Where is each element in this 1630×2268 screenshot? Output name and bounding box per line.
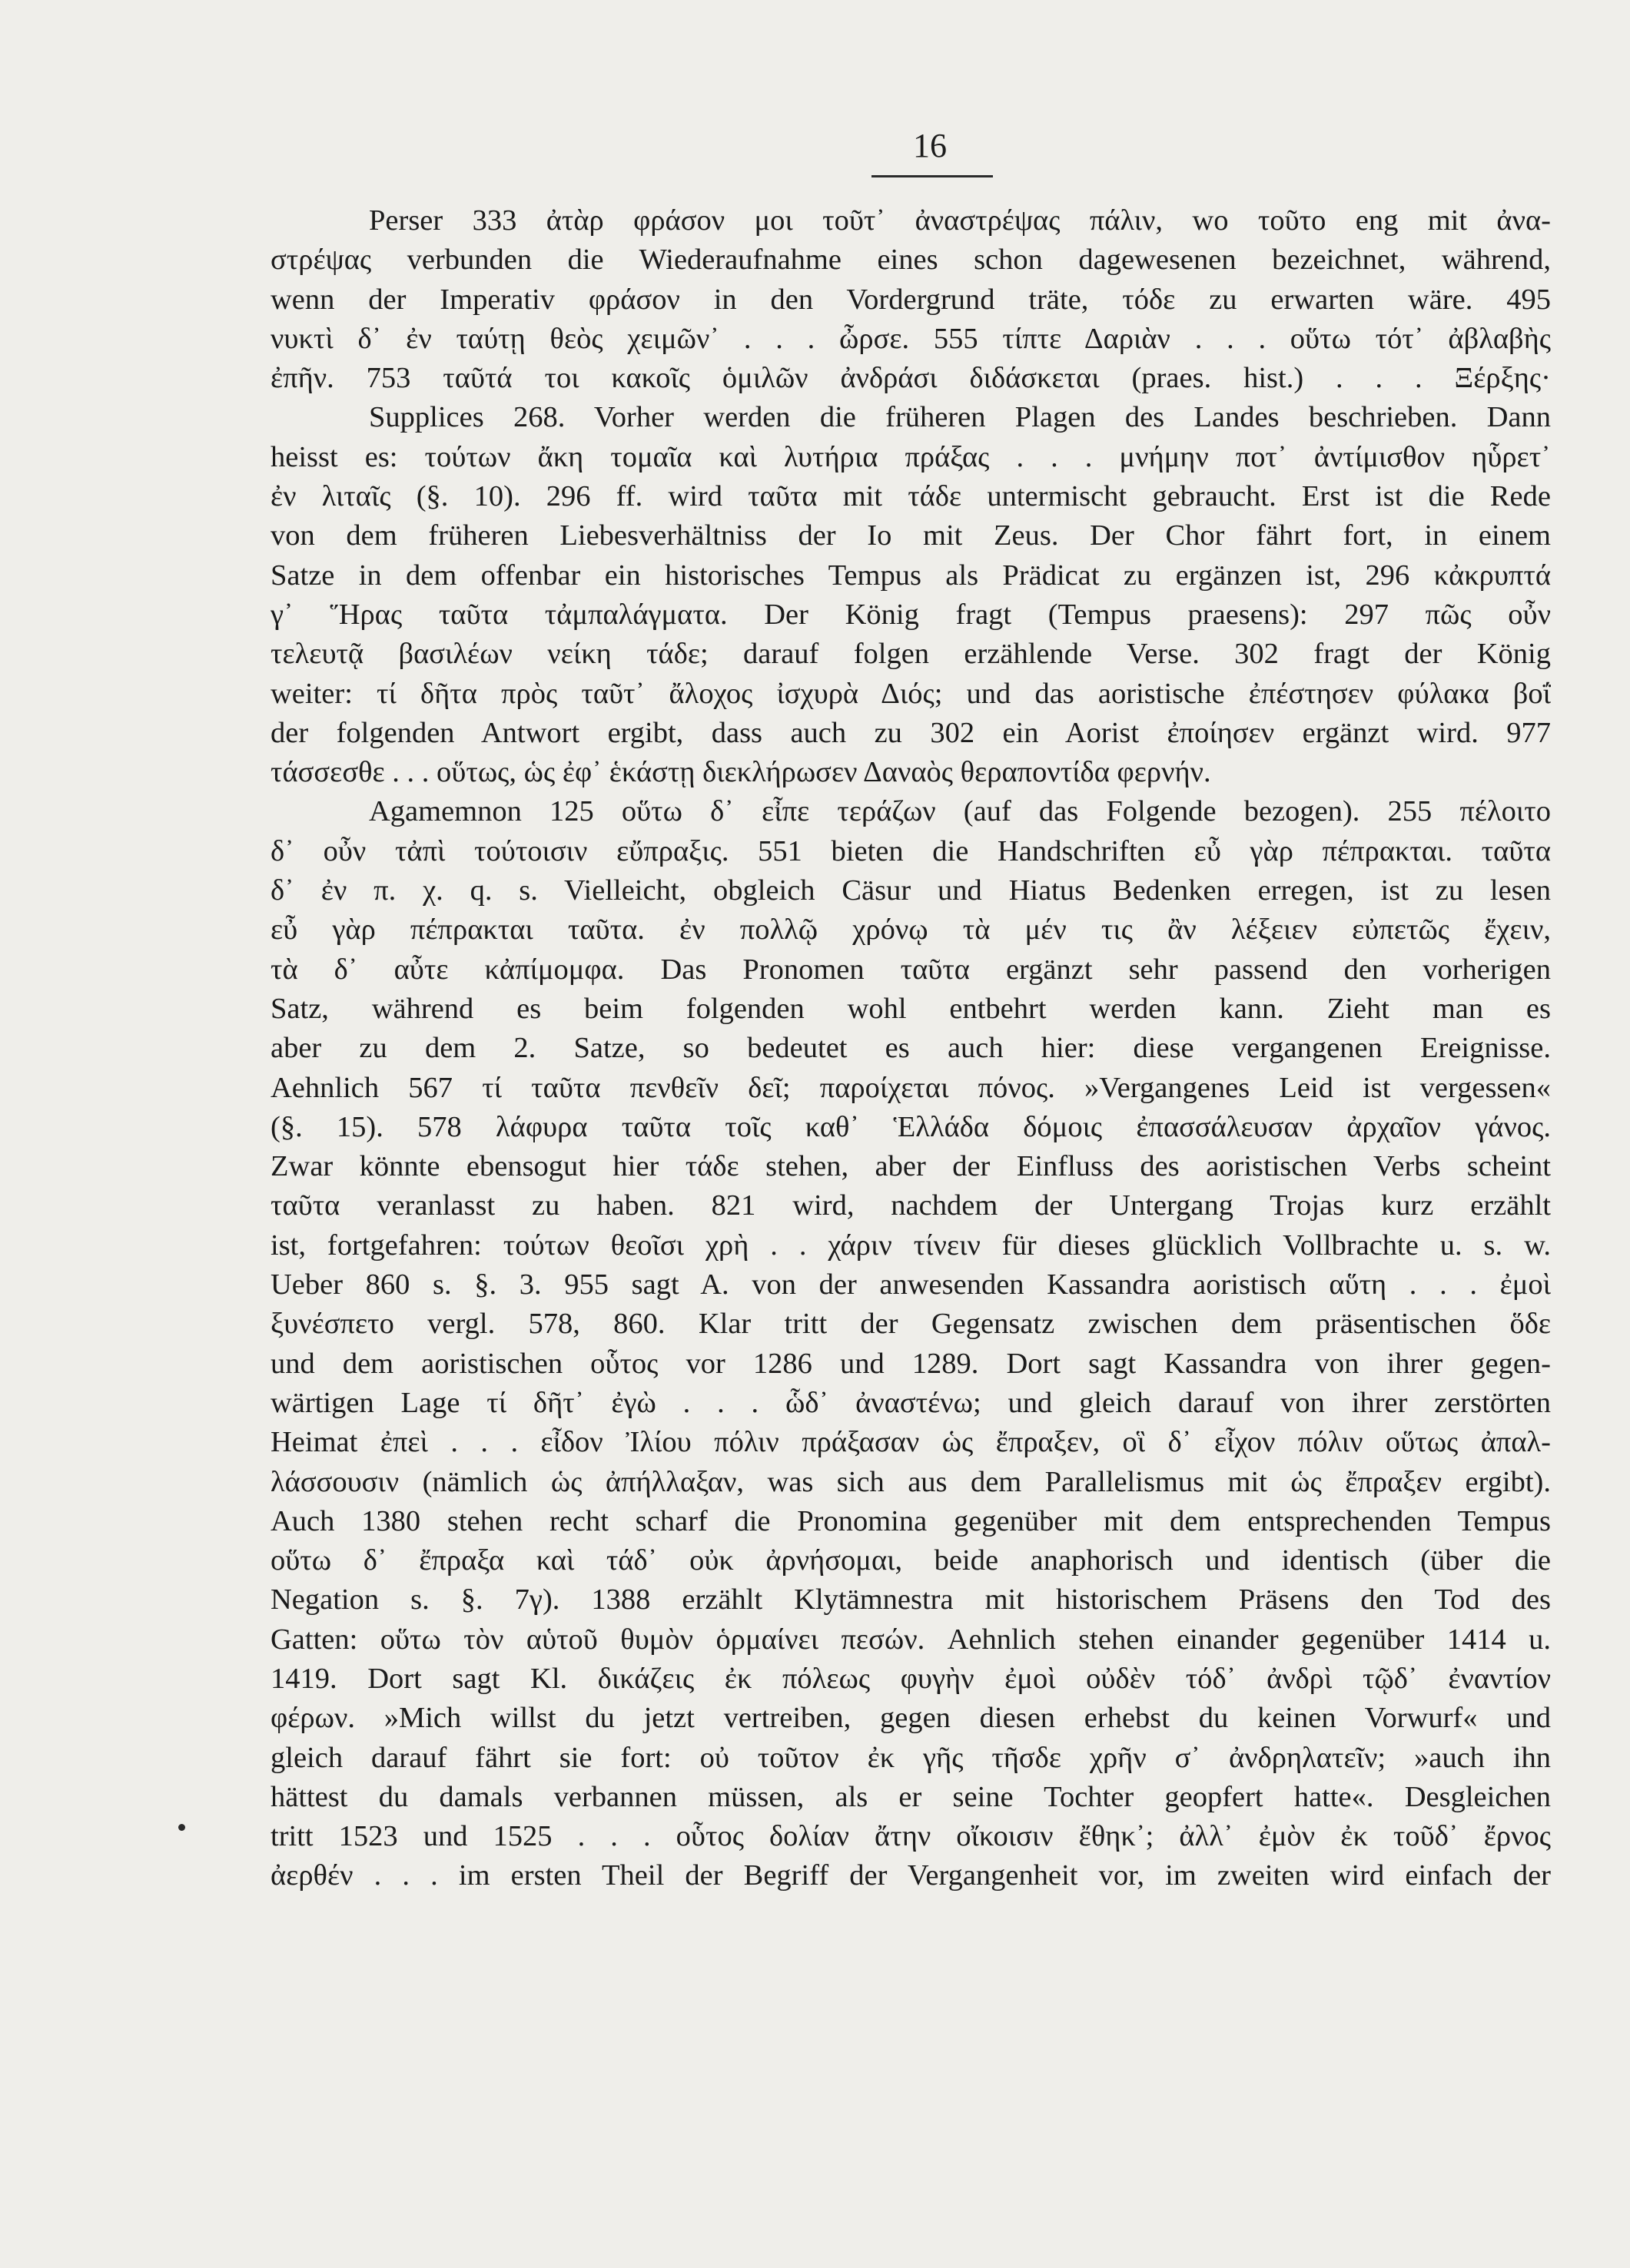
header-rule (871, 175, 993, 177)
text-line: λάσσουσιν (nämlich ὡς ἀπήλλαξαν, was sich aus dem Parallelismus mit ὡς ἔπραξεν ergibt). (271, 1465, 1551, 1498)
text-line: von dem früheren Liebesverhältniss der Io mit Zeus. Der Chor fährt fort, in einem (271, 519, 1551, 552)
text-line: Satz, während es beim folgenden wohl entbehrt werden kann. Zieht man es (271, 992, 1551, 1025)
text-line: ἀερθέν . . . im ersten Theil der Begriff der Vergangenheit vor, im zweiten wird einfach der (271, 1859, 1551, 1892)
text-line: Satze in dem offenbar ein historisches Tempus als Prädicat zu ergänzen ist, 296 κἀκρυπτά (271, 559, 1551, 592)
text-line: ξυνέσπετο vergl. 578, 860. Klar tritt der Gegensatz zwischen dem präsentischen ὅδε (271, 1308, 1551, 1341)
margin-mark (178, 1824, 185, 1831)
text-line: τελευτᾷ βασιλέων νείκη τάδε; darauf folgen erzählende Verse. 302 fragt der König (271, 638, 1551, 671)
page-number: 16 (913, 127, 947, 164)
body-text (271, 201, 1551, 1896)
text-line: τὰ δ᾽ αὖτε κἀπίμομφα. Das Pronomen ταῦτα ergänzt sehr passend den vorherigen (271, 953, 1551, 986)
text-line: Agamemnon 125 οὕτω δ᾽ εἶπε τεράζων (auf das Folgende bezogen). 255 πέλοιτο (369, 795, 1551, 828)
text-line: τάσσεσθε . . . οὕτως, ὡς ἐφ᾽ ἑκάστῃ διεκλήρωσεν Δαναὸς θεραποντίδα φερνήν. (271, 756, 1211, 789)
text-line: δ᾽ ἐν π. χ. q. s. Vielleicht, obgleich Cäsur und Hiatus Bedenken erregen, ist zu lesen (271, 874, 1551, 907)
text-line: Auch 1380 stehen recht scharf die Pronomina gegenüber mit dem entsprechenden Tempus (271, 1504, 1551, 1537)
text-line: der folgenden Antwort ergibt, dass auch zu 302 ein Aorist ἐποίησεν ergänzt wird. 977 (271, 716, 1551, 749)
text-line: gleich darauf fährt sie fort: οὐ τοῦτον ἐκ γῆς τῆσδε χρῆν σ᾽ ἀνδρηλατεῖν; »auch ihn (271, 1741, 1551, 1774)
text-line: und dem aoristischen οὗτος vor 1286 und 1289. Dort sagt Kassandra von ihrer gegen- (271, 1347, 1551, 1380)
text-line: ἐπῆν. 753 ταῦτά τοι κακοῖς ὁμιλῶν ἀνδράσι διδάσκεται (praes. hist.) . . . Ξέρξης· (271, 362, 1551, 395)
text-line: οὕτω δ᾽ ἔπραξα καὶ τάδ᾽ οὐκ ἀρνήσομαι, beide anaphorisch und identisch (über die (271, 1544, 1551, 1577)
text-line: γ᾽ Ἥρας ταῦτα τἀμπαλάγματα. Der König fragt (Tempus praesens): 297 πῶς οὖν (271, 598, 1551, 631)
text-line: Zwar könnte ebensogut hier τάδε stehen, aber der Einfluss des aoristischen Verbs scheint (271, 1150, 1551, 1183)
text-line: Supplices 268. Vorher werden die früheren Plagen des Landes beschrieben. Dann (369, 401, 1551, 434)
text-line: Perser 333 ἀτὰρ φράσον μοι τοῦτ᾽ ἀναστρέψας πάλιν, wo τοῦτο eng mit ἀνα- (369, 204, 1551, 237)
text-line: aber zu dem 2. Satze, so bedeutet es auch hier: diese vergangenen Ereignisse. (271, 1032, 1551, 1065)
text-line: tritt 1523 und 1525 . . . οὗτος δολίαν ἄτην οἴκοισιν ἔθηκ᾽; ἀλλ᾽ ἐμὸν ἐκ τοῦδ᾽ ἔρνος (271, 1820, 1551, 1853)
text-line: ist, fortgefahren: τούτων θεοῖσι χρὴ . . χάριν τίνειν für dieses glücklich Vollbrachte u. s. w. (271, 1228, 1551, 1262)
text-line: φέρων. »Mich willst du jetzt vertreiben, gegen diesen erhebst du keinen Vorwurf« und (271, 1702, 1551, 1735)
text-line: weiter: τί δῆτα πρὸς ταῦτ᾽ ἄλοχος ἰσχυρὰ Διός; und das aoristische ἐπέστησεν φύλακα βοΐ (271, 677, 1551, 710)
text-line: heisst es: τούτων ἄκη τομαῖα καὶ λυτήρια πράξας . . . μνήμην ποτ᾽ ἀντίμισθον ηὗρετ᾽ (271, 440, 1551, 473)
text-line: (§. 15). 578 λάφυρα ταῦτα τοῖς καθ᾽ Ἑλλάδα δόμοις ἐπασσάλευσαν ἀρχαῖον γάνος. (271, 1110, 1551, 1143)
text-line: Aehnlich 567 τί ταῦτα πενθεῖν δεῖ; παροίχεται πόνος. »Vergangenes Leid ist vergessen« (271, 1071, 1551, 1104)
text-line: Negation s. §. 7γ). 1388 erzählt Klytämnestra mit historischem Präsens den Tod des (271, 1583, 1551, 1616)
text-line: wenn der Imperativ φράσον in den Vordergrund träte, τόδε zu erwarten wäre. 495 (271, 283, 1551, 316)
text-line: 1419. Dort sagt Kl. δικάζεις ἐκ πόλεως φυγὴν ἐμοὶ οὐδὲν τόδ᾽ ἀνδρὶ τῷδ᾽ ἐναντίον (271, 1662, 1551, 1695)
text-line: wärtigen Lage τί δῆτ᾽ ἐγὼ . . . ὧδ᾽ ἀναστένω; und gleich darauf von ihrer zerstörten (271, 1386, 1551, 1419)
text-line: Ueber 860 s. §. 3. 955 sagt A. von der anwesenden Kassandra aoristisch αὕτη . . . ἐμοὶ (271, 1268, 1551, 1301)
text-line: Gatten: οὕτω τὸν αὑτοῦ θυμὸν ὁρμαίνει πεσών. Aehnlich stehen einander gegenüber 1414 u. (271, 1623, 1551, 1656)
text-line: στρέψας verbunden die Wiederaufnahme eines schon dagewesenen bezeichnet, während, (271, 244, 1551, 277)
text-line: hättest du damals verbannen müssen, als er seine Tochter geopfert hatte«. Desgleichen (271, 1780, 1551, 1813)
text-line: νυκτὶ δ᾽ ἐν ταύτῃ θεὸς χειμῶν᾽ . . . ὦρσε. 555 τίπτε Δαριὰν . . . οὕτω τότ᾽ ἀβλαβὴς (271, 322, 1551, 355)
text-line: Heimat ἐπεὶ . . . εἶδον Ἰλίου πόλιν πράξασαν ὡς ἔπραξεν, οἳ δ᾽ εἶχον πόλιν οὕτως ἀπαλ- (271, 1426, 1551, 1459)
text-line: δ᾽ οὖν τἀπὶ τούτοισιν εὔπραξις. 551 bieten die Handschriften εὖ γὰρ πέπρακται. ταῦτα (271, 834, 1551, 867)
text-line: εὖ γὰρ πέπρακται ταῦτα. ἐν πολλῷ χρόνῳ τὰ μέν τις ἂν λέξειεν εὐπετῶς ἔχειν, (271, 914, 1551, 947)
text-line: ἐν λιταῖς (§. 10). 296 ff. wird ταῦτα mit τάδε untermischt gebraucht. Erst ist die Rede (271, 480, 1551, 513)
text-line: ταῦτα veranlasst zu haben. 821 wird, nachdem der Untergang Trojas kurz erzählt (271, 1189, 1551, 1222)
